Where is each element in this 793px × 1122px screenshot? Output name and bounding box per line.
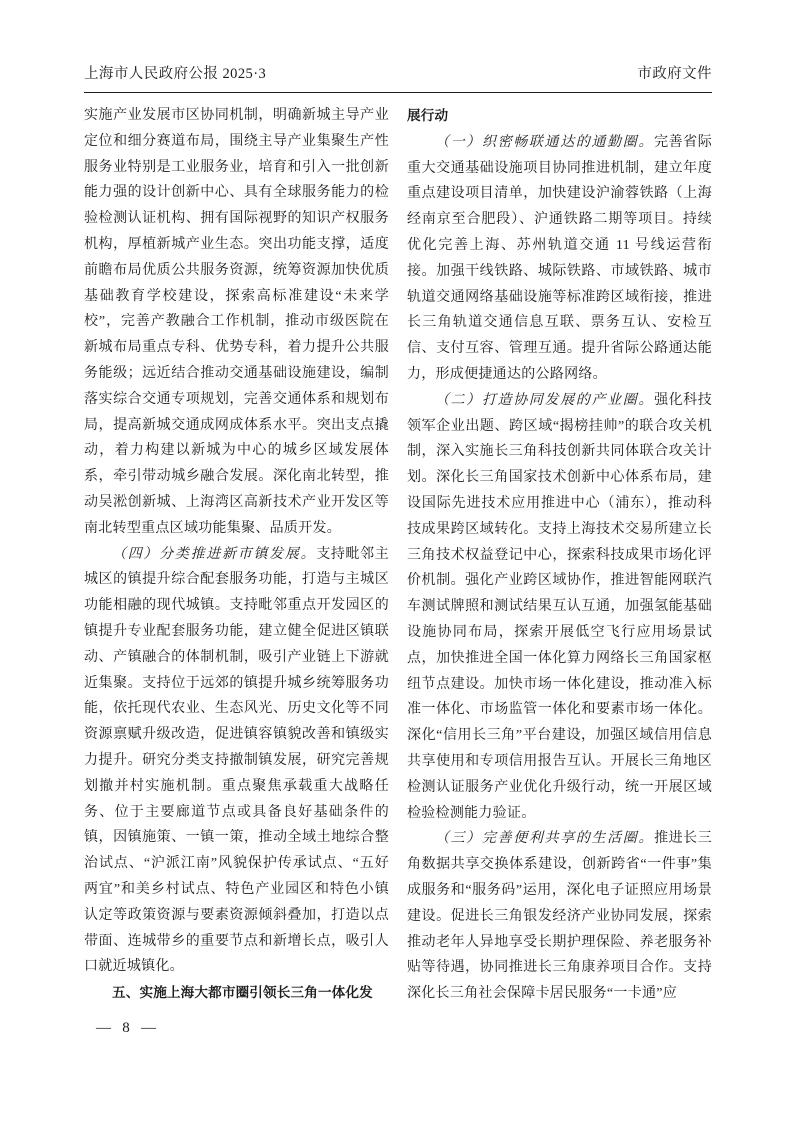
text-run-normal: 实施产业发展市区协同机制，明确新城主导产业定位和细分赛道布局，围绕主导产业集聚生产性服务业特别是工业服务业，培育和引入一批创新能力强的设计创新中心、具有全球服务能力的检验检测认证机构、拥有国际视野的知识产权服务机构，厚植新城产业生态。突出功能支撑，适度前瞻布局优质公共服务资源，统筹资源加快优质基础教育学校建设，探索高标准建设“未来学校”，完善产教融合工作机制，推动市级医院在新城布局重点专科、优势专科，着力提升公共服务能级；远近结合推动交通基础设施建设，编制落实综合交通专项规划，完善交通体系和规划布局，提高新城交通成网成体系水平。突出支点撬动，着力构建以新城为中心的城乡区域发展体系，牵引带动城乡融合发展。深化南北转型，推动吴淞创新城、上海湾区高新技术产业开发区等南北转型重点区域功能集聚、品质开发。: [84, 108, 389, 536]
text-run-bold: 展行动: [407, 108, 449, 123]
text-run-kai: （四）分类推进新市镇发展。: [112, 546, 317, 562]
two-column-body: [84, 103, 712, 1007]
right-column: [407, 103, 712, 1007]
para-item-3-living-circle: [407, 826, 712, 1007]
para-item-2-industry-circle: [407, 388, 712, 827]
heading-section-5-continuation: [407, 103, 712, 130]
header-gazette-title: 上海市人民政府公报 2025·3: [84, 66, 267, 82]
text-run-kai: （二）打造协同发展的产业圈。: [435, 392, 655, 408]
para-newcity-industry-continuation: [84, 103, 389, 542]
left-column: [84, 103, 389, 1007]
para-item-1-commuting-circle: [407, 130, 712, 388]
page-content: [84, 62, 712, 1007]
text-run-normal: 支持毗邻主城区的镇提升综合配套服务功能，打造与主城区功能相融的现代城镇。支持毗邻重点开发园区的镇提升专业配套服务功能，建立健全促进区镇联动、产镇融合的体制机制，吸引产业链上下游就近集聚。支持位于远郊的镇提升城乡统筹服务功能，依托现代农业、生态风光、历史文化等不同资源禀赋升级改造，促进镇容镇貌改善和镇级实力提升。研究分类支持撤制镇发展，研究完善规划撤并村实施机制。重点聚焦承载重大战略任务、位于主要廊道节点或具备良好基础条件的镇，因镇施策、一镇一策，推动全域土地综合整治试点、“沪派江南”风貌保护传承试点、“五好两宜”和美乡村试点、特色产业园区和特色小镇认定等政策资源与要素资源倾斜叠加，打造以点带面、连城带乡的重要节点和新增长点，吸引人口就近城镇化。: [84, 546, 389, 975]
text-run-normal: 强化科技领军企业出题、跨区域“揭榜挂帅”的联合攻关机制，深入实施长三角科技创新共同体联合攻关计划。深化长三角国家技术创新中心体系布局，建设国际先进技术应用推进中心（浦东），推动科技成果跨区域转化。支持上海技术交易所建立长三角技术权益登记中心，探索科技成果市场化评价机制。强化产业跨区域协作，推进智能网联汽车测试牌照和测试结果互认互通，加强氢能基础设施协同布局，探索开展低空飞行应用场景试点，加快推进全国一体化算力网络长三角国家枢纽节点建设。加快市场一体化建设，推动准入标准一体化、市场监管一体化和要素市场一体化。深化“信用长三角”平台建设，加强区域信用信息共享使用和专项信用报告互认。开展长三角地区检测认证服务产业优化升级行动，统一开展区域检验检测能力验证。: [407, 392, 712, 821]
header-section-label: 市政府文件: [637, 66, 712, 82]
footer-page-number: — 8 —: [96, 1020, 160, 1036]
heading-section-5: [84, 980, 389, 1007]
text-run-bold: 五、实施上海大都市圈引领长三角一体化发: [112, 985, 373, 1001]
text-run-normal: 完善省际重大交通基础设施项目协同推进机制，建立年度重点建设项目清单，加快建设沪渝蓉铁路（上海经南京至合肥段）、沪通铁路二期等项目。持续优化完善上海、苏州轨道交通 11 号线运营衔接。加强干线铁路、城际铁路、市域铁路、城市轨道交通网络基础设施等标准跨区域衔接，推进长三角轨道交通信息互联、票务互认、安检互信、支付互容、管理互通。提升省际公路通达能力，形成便捷通达的公路网络。: [407, 134, 712, 382]
page-header: [84, 62, 712, 93]
text-run-kai: （一）织密畅联通达的通勤圈。: [435, 134, 655, 150]
text-run-normal: 推进长三角数据共享交换体系建设，创新跨省“一件事”集成服务和“服务码”运用，深化电子证照应用场景建设。促进长三角银发经济产业协同发展，探索推动老年人异地享受长期护理保险、养老服务补贴等待遇，协同推进长三角康养项目合作。支持深化长三角社会保障卡居民服务“一卡通”应: [407, 831, 712, 1002]
text-run-kai: （三）完善便利共享的生活圈。: [435, 831, 655, 847]
para-section-4-new-towns: [84, 542, 389, 981]
